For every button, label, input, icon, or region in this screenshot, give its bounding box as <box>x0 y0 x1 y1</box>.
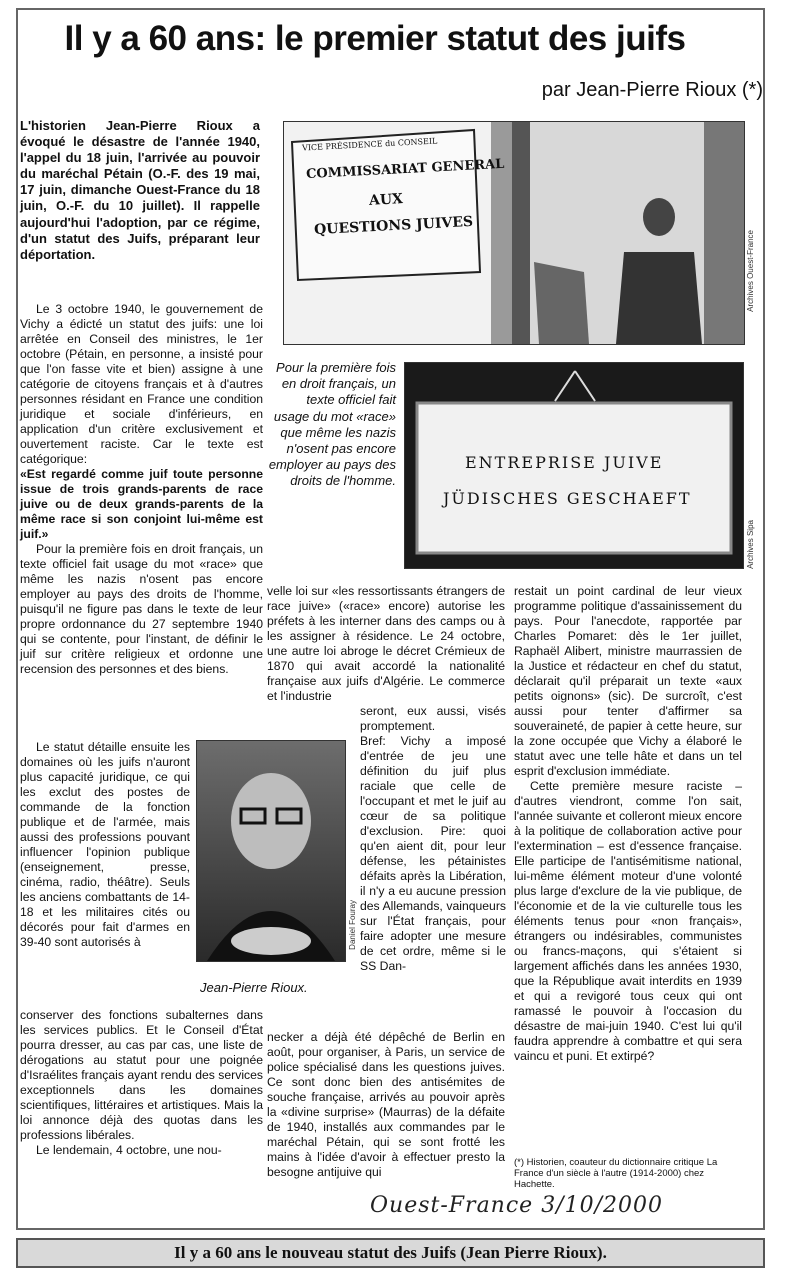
pull-quote: Pour la première fois en droit français, un texte officiel fait usage du mot «race» que même les nazis n'osent pas encore employer au pays des droits de l'homme. <box>268 360 396 489</box>
photo-credit-1: Archives Ouest-France <box>746 230 755 312</box>
column-2-bottom <box>267 1030 505 1180</box>
portrait-photo <box>196 740 346 962</box>
handwritten-source-date: Ouest-France 3/10/2000 <box>370 1193 663 1218</box>
photo-commissariat <box>283 121 745 345</box>
paragraph: velle loi sur «les ressortissants étrangers de race juive» («race» encore) autorise les préfets à les interner dans des camps ou à les assigner à résidence. Le 24 octobre, une autre loi abroge le décret Crémieux de 1870 qui avait accordé la nationalité française aux juifs d'Algérie. Le commerce et l'industrie <box>267 584 505 703</box>
headline: Il y a 60 ans: le premier statut des juifs <box>64 19 686 58</box>
byline: par Jean-Pierre Rioux (*) <box>541 79 763 101</box>
paragraph: conserver des fonctions subalternes dans les services publics. Et le Conseil d'État pourra dresser, au cas par cas, une liste de dérogations au statut pour une poignée d'Israélites français ayant rendu des services exceptionnels dans les domaines scientifiques, littéraires et artistiques. Mais la loi annonce déjà des quotas dans les professions libérales. <box>20 1008 263 1142</box>
paragraph: restait un point cardinal de leur vieux programme politique d'assainissement du pays. Pour l'anecdote, rapportée par Charles Pomaret: dès le 1er juillet, Raphaël Alibert, ministre maurrassien de la Justice et rédacteur en chef du statut, déclarait qu'il préparait un texte «aux petits oignons» (sic). De surcroît, c'est aussi pour tenter d'affirmer sa souveraineté, de papier à cette heure, sur la zone occupée que Vichy a élaboré le statut avec une telle hâte et dans un tel esprit d'exclusion immédiate. <box>514 584 742 778</box>
photo-entreprise-juive <box>404 362 744 569</box>
paragraph: Bref: Vichy a imposé d'entrée de jeu une définition du juif plus raciale que celle de l'occupant et met le juif au cœur de sa politique d'exclusion. Pire: quoi qu'en aient dit, pour leur défense, les pétainistes défaits après la Libération, il n'y a eu aucune pression des Allemands, vainqueurs sur l'État français, pour faire adopter une mesure de cet ordre, même si le SS Dan- <box>360 734 506 973</box>
sign-text-german: JÜDISCHES GESCHAEFT <box>443 489 692 508</box>
column-1-bottom <box>20 1008 263 1158</box>
column-2-wrap <box>360 704 506 974</box>
column-2-top <box>267 584 505 704</box>
column-1-wrap <box>20 740 190 950</box>
sign-line-3: AUX <box>368 191 404 209</box>
portrait-credit: Daniel Fouray <box>348 900 357 950</box>
column-1-top <box>20 302 263 677</box>
lead-paragraph: L'historien Jean-Pierre Rioux a évoqué le désastre de l'année 1940, l'appel du 18 juin, l'arrivée au pouvoir du maréchal Pétain (O.-F. des 19 mai, 17 juin, dimanche Ouest-France du 18 juin, O.-F. du 10 juillet). Il rappelle aujourd'hui l'adoption, par ce régime, d'un statut des Juifs, préparant leur déportation. <box>20 118 260 262</box>
sign-line-1: VICE PRÉSIDENCE du CONSEIL <box>301 136 438 153</box>
quote-definition: «Est regardé comme juif toute personne issue de trois grands-parents de race juive ou de deux grands-parents de la même race si son conjoint lui-même est juif.» <box>20 467 263 541</box>
paragraph: Pour la première fois en droit français, un texte officiel fait usage du mot «race» que même les nazis n'osent pas encore employer au pays des droits de l'homme, puisqu'il ne figure pas dans le texte de leur propre ordonnance du 27 septembre 1940 qui se contente, pour l'instant, de définir le juif sur critère religieux et ordonne une recension des personnes et des biens. <box>20 542 263 676</box>
paragraph: Le statut détaille ensuite les domaines où les juifs n'auront plus capacité juridique, ce qui les exclut des postes de commande de la fonction publique et de l'armée, mais aussi des professions pouvant influencer l'opinion publique (enseignement, presse, cinéma, radio, théâtre). Seuls les anciens combattants de 14-18 et les militaires cités ou décorés pour fait d'armes en 39-40 sont autorisés à <box>20 740 190 949</box>
sign-line-4: QUESTIONS JUIVES <box>313 213 474 239</box>
sign-line-2: COMMISSARIAT GENERAL <box>305 156 505 183</box>
paragraph: seront, eux aussi, visés promptement. <box>360 704 506 733</box>
author-note: (*) Historien, coauteur du dictionnaire critique La France d'un siècle à l'autre (1914-2000) chez Hachette. <box>514 1157 718 1190</box>
photo-credit-2: Archives Sipa <box>746 520 755 569</box>
paragraph: Cette première mesure raciste – d'autres viendront, comme l'on sait, l'année suivante et colleront mieux encore à la politique de collaboration active pour l'extermination – est d'essence française. Elle participe de l'antisémitisme national, lui-même élément moteur d'une volonté plus large d'exclure de la vie publique, de l'économie et de la vie culturelle tous les éléments tenus pour «non français», étrangers ou indésirables, communistes ou francs-maçons, qui s'étaient si largement affichés dans les années 1930, que la République avait interdits en 1939 et qui a revigoré tous ceux qui ont ramassé le pouvoir à l'occasion du désastre de mai-juin 1940. C'est lui qu'il faudra apprendre à combattre et qui sera vaincu et puni. Et extirpé? <box>514 779 742 1063</box>
paragraph: Le 3 octobre 1940, le gouvernement de Vichy a édicté un statut des juifs: une loi arrêtée en Conseil des ministres, le 1er octobre (Pétain, en personne, a insisté pour que l'on fasse vite et bien) assigne à une catégorie de citoyens français et à d'autres personnes résidant en France une condition juridique et sociale d'inférieurs, en application d'un critère exclusivement et ouvertement raciste. Car le texte est catégorique: <box>20 302 263 466</box>
image-caption: Il y a 60 ans le nouveau statut des Juifs (Jean Pierre Rioux). <box>16 1238 765 1268</box>
paragraph: Le lendemain, 4 octobre, une nou- <box>36 1143 222 1157</box>
column-3 <box>514 584 742 1064</box>
portrait-caption: Jean-Pierre Rioux. <box>200 980 308 995</box>
sign-text-french: ENTREPRISE JUIVE <box>465 453 664 472</box>
paragraph: necker a déjà été dépêché de Berlin en août, pour organiser, à Paris, un service de police spécialisé dans les questions juives. Ce sont donc bien des antisémites de souche française, arrivés au pouvoir après la «divine surprise» (Maurras) de la défaite de 1940, installés aux commandes par le maréchal Pétain, qui se sont frotté les mains à l'idée d'avoir à effectuer presto la besogne antijuive qui <box>267 1030 505 1179</box>
portrait-illustration <box>197 741 345 961</box>
